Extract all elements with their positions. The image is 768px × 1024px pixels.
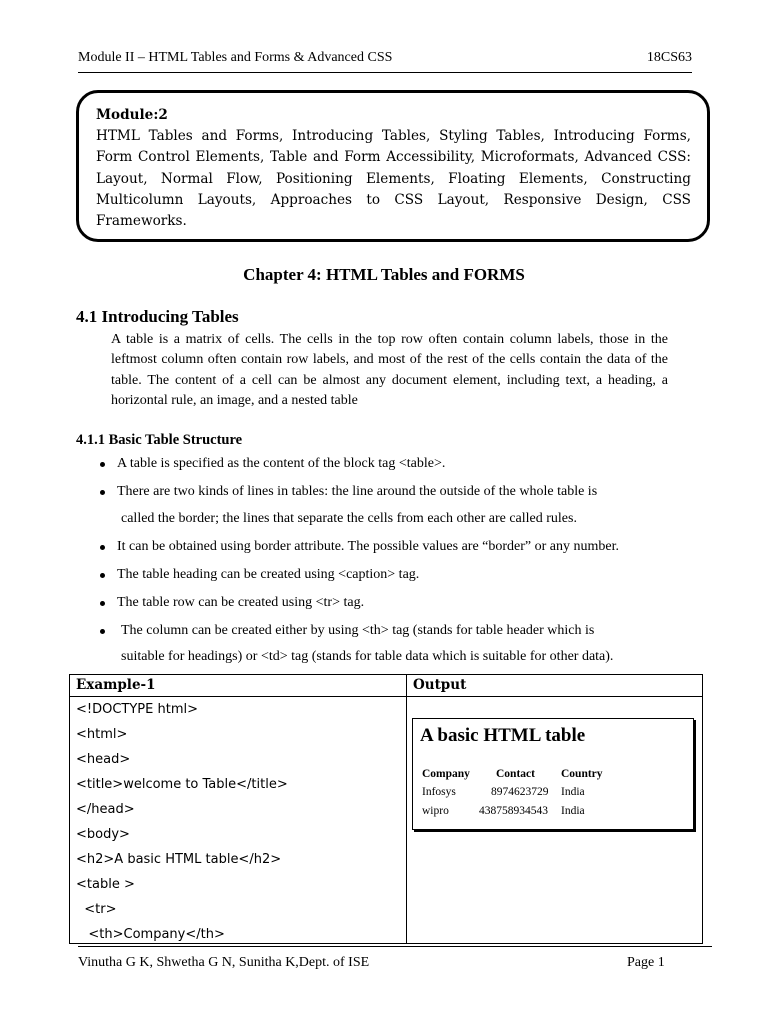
bullet-text: It can be obtained using border attribute. The possible values are “border” or any number.	[117, 539, 620, 554]
example-table	[69, 674, 703, 944]
section-paragraph: A table is a matrix of cells. The cells in the top row often contain column labels, those in the leftmost column often contain row labels, and most of the rest of the cells contain the data of the table. The content of a cell can be almost any document element, including text, a heading, a horizontal rule, an image, and a nested table	[111, 332, 668, 408]
output-header-cell: Country	[561, 768, 603, 780]
header-divider	[70, 696, 702, 697]
bullet-dot	[100, 462, 105, 467]
output-title: A basic HTML table	[420, 725, 586, 746]
bullet-dot	[100, 601, 105, 606]
subsection-heading: 4.1.1 Basic Table Structure	[76, 432, 243, 448]
example-column-header: Example-1	[76, 677, 156, 693]
code-line: <html>	[76, 727, 128, 742]
code-line: </head>	[76, 802, 135, 817]
code-line: <title>welcome to Table</title>	[76, 777, 288, 792]
bullet-dot	[100, 490, 105, 495]
code-line: <h2>A basic HTML table</h2>	[76, 852, 282, 867]
bullet-text-continued: suitable for headings) or <td> tag (stands for table data which is suitable for other data).	[121, 649, 614, 664]
bullet-text: The table heading can be created using <caption> tag.	[117, 567, 420, 582]
bullet-text: A table is specified as the content of the block tag <table>.	[117, 456, 446, 471]
code-line: <head>	[76, 752, 131, 767]
page-header	[78, 50, 692, 73]
code-line: <table >	[76, 877, 135, 892]
output-column-header: Output	[413, 677, 467, 693]
bullet-dot	[100, 573, 105, 578]
bullet-text: The table row can be created using <tr> tag.	[117, 595, 365, 610]
section-heading: 4.1 Introducing Tables	[76, 307, 239, 326]
bullet-dot	[100, 629, 105, 634]
bullet-text: There are two kinds of lines in tables: the line around the outside of the whole table is	[117, 484, 598, 499]
output-cell: wipro	[422, 805, 449, 817]
header-module-title: Module II – HTML Tables and Forms & Advanced CSS	[78, 50, 393, 65]
column-divider	[406, 675, 407, 943]
module-box-text: HTML Tables and Forms, Introducing Tables, Styling Tables, Introducing Forms, Form Control Elements, Table and Form Accessibility, Microformats, Advanced CSS: Layout, Normal Flow, Positioning Elements, Floating Elements, Constructing Multicolumn Layouts, Approaches to CSS Layout, Responsive Design, CSS Frameworks.	[96, 128, 691, 230]
code-line: <body>	[76, 827, 130, 842]
bullet-text-continued: called the border; the lines that separate the cells from each other are called rules.	[121, 511, 577, 526]
page-footer	[78, 946, 712, 977]
output-header-cell: Company	[422, 768, 470, 780]
footer-authors: Vinutha G K, Shwetha G N, Sunitha K,Dept. of ISE	[78, 955, 370, 970]
output-cell: 8974623729	[491, 786, 549, 798]
output-cell: Infosys	[422, 786, 456, 798]
code-line: <tr>	[76, 902, 117, 917]
bullet-text: The column can be created either by using <th> tag (stands for table header which is	[121, 623, 595, 638]
module-summary-box	[76, 90, 710, 242]
code-line: <th>Company</th>	[76, 927, 225, 942]
output-cell: India	[561, 805, 585, 817]
rendered-output-box	[412, 718, 694, 830]
output-header-cell: Contact	[496, 768, 535, 780]
header-course-code: 18CS63	[646, 50, 692, 65]
output-cell: 438758934543	[479, 805, 548, 817]
output-cell: India	[561, 786, 585, 798]
module-box-title: Module:2	[96, 107, 168, 123]
page-number: Page 1	[627, 955, 665, 970]
chapter-title: Chapter 4: HTML Tables and FORMS	[243, 265, 525, 284]
bullet-dot	[100, 545, 105, 550]
code-line: <!DOCTYPE html>	[76, 702, 198, 717]
